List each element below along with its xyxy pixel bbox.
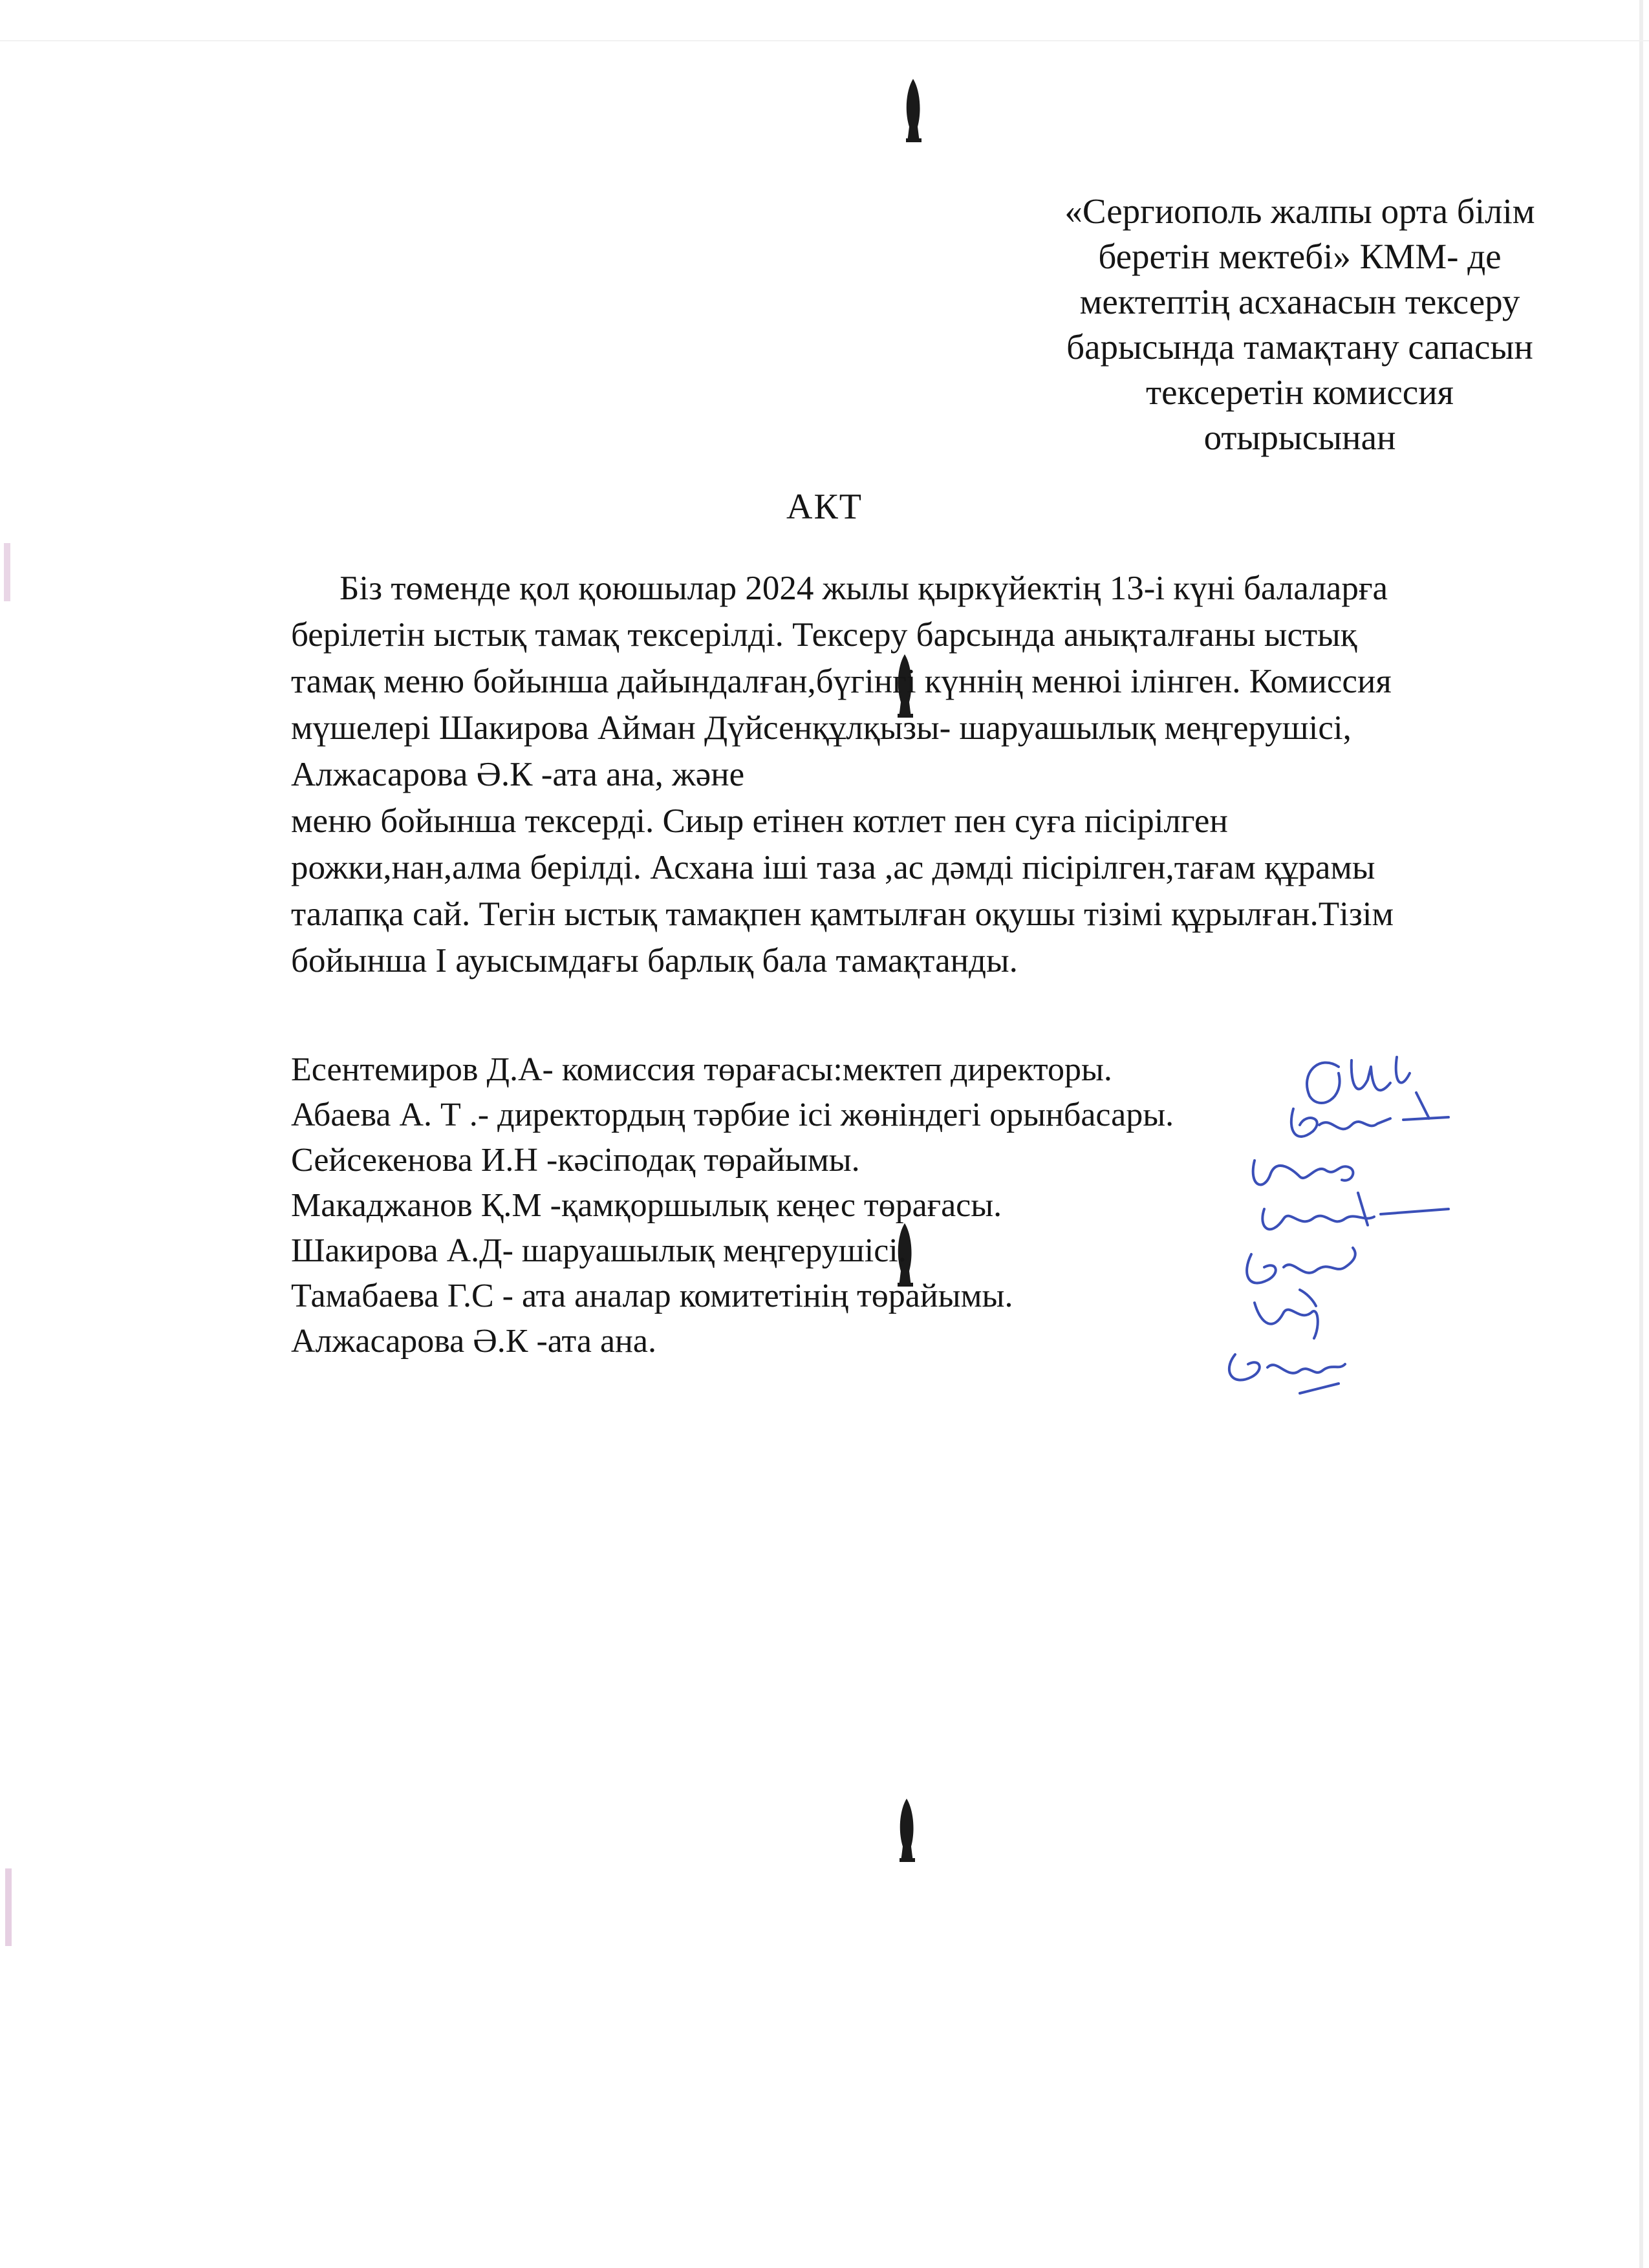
- header-line: беретін мектебі» КММ- де: [1098, 237, 1502, 276]
- binder-punch-mark: [891, 1796, 923, 1867]
- scan-edge-mark: [4, 543, 10, 601]
- body-line: мүшелері Шакирова Айман Дүйсенқұлқызы- шаруашылық меңгерушісі,: [291, 709, 1352, 747]
- signature-stroke: [1255, 1290, 1318, 1338]
- signature-stroke: [1229, 1354, 1345, 1393]
- scan-edge-mark: [5, 1868, 12, 1946]
- scan-edge-mark: [0, 40, 1649, 41]
- body-line: талапқа сай. Тегін ыстық тамақпен қамтылған оқушы тізімі құрылған.Тізім: [291, 895, 1394, 933]
- signature-stroke: [1307, 1057, 1410, 1103]
- document-header-block: [1009, 189, 1591, 460]
- body-line: Біз төменде қол қоюшылар 2024 жылы қыркүйектің 13-і күні балаларға: [339, 570, 1388, 607]
- header-line: отырысынан: [1203, 418, 1396, 457]
- member-line: Тамабаева Г.С - ата аналар комитетінің төрайымы.: [291, 1278, 1013, 1314]
- header-line: барысында тамақтану сапасын: [1066, 327, 1533, 367]
- body-line: меню бойынша тексерді. Сиыр етінен котлет пен суға пісірілген: [291, 802, 1228, 840]
- body-line: бойынша І ауысымдағы барлық бала тамақтанды.: [291, 942, 1018, 979]
- signature-stroke: [1262, 1193, 1449, 1229]
- header-line: тексеретін комиссия: [1146, 372, 1454, 412]
- binder-punch-mark: [898, 76, 930, 147]
- member-line: Макаджанов Қ.М -қамқоршылық кеңес төрағасы.: [291, 1187, 1002, 1224]
- member-line: Алжасарова Ә.К -ата ана.: [291, 1323, 656, 1360]
- handwritten-signatures: [1145, 1047, 1455, 1409]
- signature-stroke: [1291, 1093, 1449, 1137]
- body-line: тамақ меню бойынша дайындалған,бүгінгі күннің менюі ілінген. Комиссия: [291, 663, 1392, 700]
- document-title: АКТ: [786, 487, 863, 527]
- scan-edge-mark: [1639, 0, 1643, 2268]
- body-line: рожки,нан,алма берілді. Асхана іші таза ,ас дәмді пісірілген,тағам құрамы: [291, 849, 1375, 886]
- header-line: «Сергиополь жалпы орта білім: [1064, 191, 1535, 231]
- member-line: Шакирова А.Д- шаруашылық меңгерушісі.: [291, 1232, 907, 1269]
- member-line: Абаева А. Т .- директордың тәрбие ісі жөніндегі орынбасары.: [291, 1097, 1174, 1133]
- body-line: берілетін ыстық тамақ тексерілді. Тексеру барсында анықталғаны ыстық: [291, 616, 1357, 654]
- member-line: Сейсекенова И.Н -кәсіподақ төрайымы.: [291, 1142, 860, 1179]
- signature-stroke: [1253, 1161, 1353, 1184]
- header-line: мектептің асханасын тексеру: [1079, 282, 1520, 321]
- body-line: Алжасарова Ә.К -ата ана, және: [291, 756, 745, 793]
- signature-stroke: [1247, 1248, 1355, 1283]
- member-line: Есентемиров Д.А- комиссия төрағасы:мектеп директоры.: [291, 1051, 1112, 1088]
